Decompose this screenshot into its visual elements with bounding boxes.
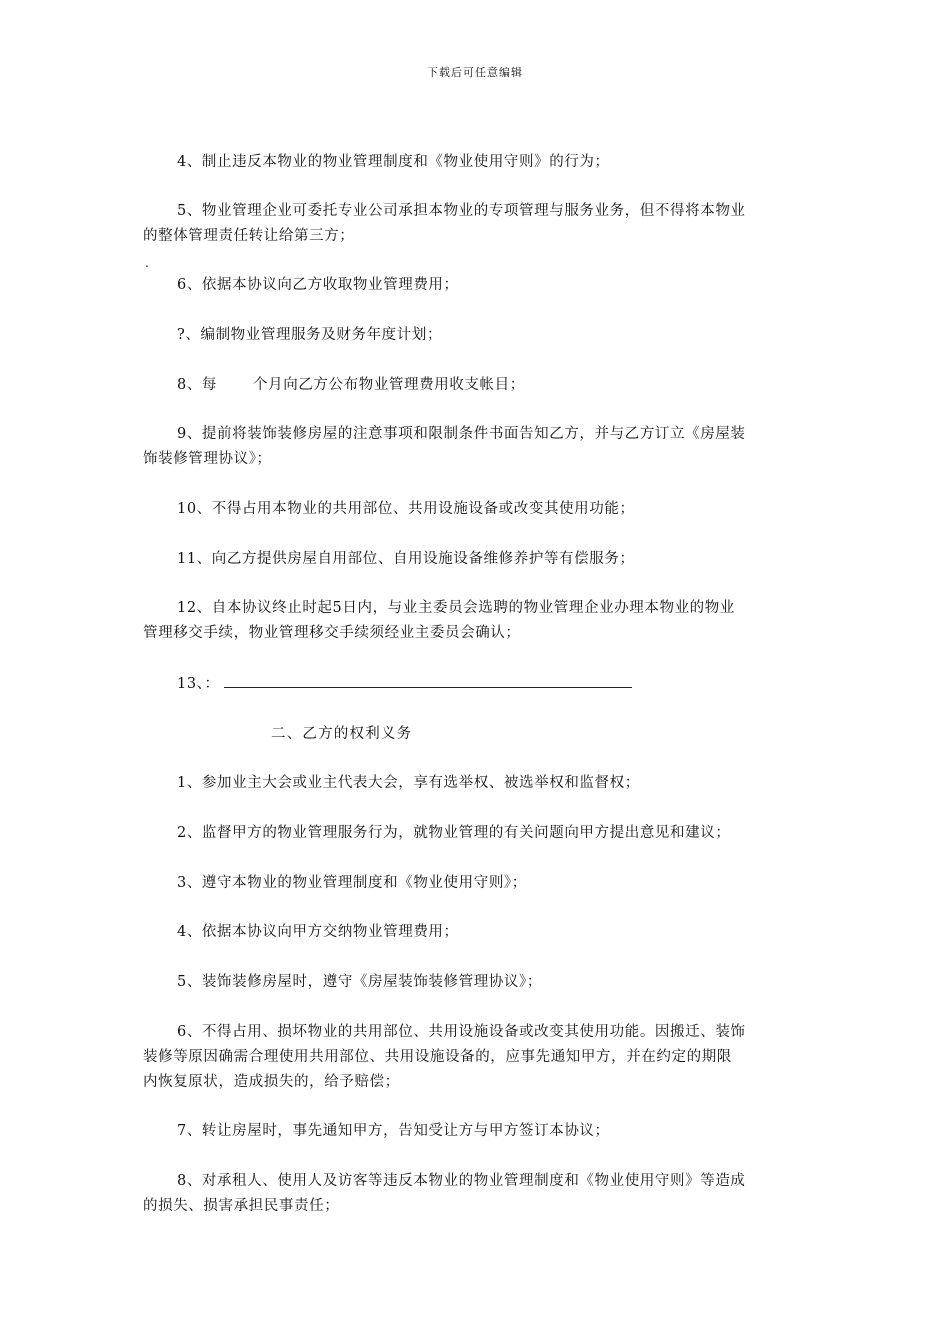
clause-line: 5、装饰装修房屋时，遵守《房屋装饰装修管理协议》； (177, 974, 542, 990)
page-header: 下载后可任意编辑 (427, 66, 523, 79)
clause-a13 (143, 672, 813, 697)
clause-line: 内恢复原状，造成损失的，给予赔偿； (143, 1074, 400, 1090)
section-title: 二、乙方的权利义务 (271, 726, 413, 742)
clause-b7 (143, 1119, 813, 1144)
clause-a6 (143, 273, 813, 298)
clause-line: 5、物业管理企业可委托专业公司承担本物业的专项管理与服务业务，但不得将本物业 (177, 203, 746, 219)
clause-line: 12、自本协议终止时起5日内，与业主委员会选聘的物业管理企业办理本物业的物业 (177, 600, 735, 616)
clause-line: 的整体管理责任转让给第三方； (143, 228, 355, 244)
clause-b1 (143, 771, 813, 796)
clause-b2 (143, 821, 813, 846)
clause-a12 (143, 596, 813, 646)
clause-suffix: 个月向乙方公布物业管理费用收支帐目； (253, 377, 525, 393)
clause-line: 4、依据本协议向甲方交纳物业管理费用； (177, 924, 459, 940)
stray-mark: . (145, 256, 149, 270)
clause-line: 8、对承租人、使用人及访客等违反本物业的物业管理制度和《物业使用守则》等造成 (177, 1173, 746, 1189)
clause-line (143, 672, 813, 697)
clause-line: 9、提前将装饰装修房屋的注意事项和限制条件书面告知乙方，并与乙方订立《房屋装 (177, 426, 746, 442)
clause-line (143, 373, 813, 398)
clause-a4 (143, 150, 813, 175)
clause-line: 10、不得占用本物业的共用部位、共用设施设备或改变其使用功能； (177, 501, 635, 517)
clause-line: 的损失、损害承担民事责任； (143, 1198, 340, 1214)
clause-a9 (143, 422, 813, 472)
clause-line: ?、编制物业管理服务及财务年度计划； (177, 327, 443, 343)
clause-line: 4、制止违反本物业的物业管理制度和《物业使用守则》的行为； (177, 154, 610, 170)
clause-line: 装修等原因确需合理使用共用部位、共用设施设备的，应事先通知甲方，并在约定的期限 (143, 1049, 732, 1065)
clause-b5 (143, 970, 813, 995)
clause-prefix: 8、每 (177, 377, 218, 393)
clause-b3 (143, 871, 813, 896)
clause-line: 2、监督甲方的物业管理服务行为，就物业管理的有关问题向甲方提出意见和建议； (177, 825, 731, 841)
clause-prefix: 13、： (177, 676, 220, 692)
clause-a7 (143, 323, 813, 348)
clause-b8 (143, 1169, 813, 1219)
clause-line: 7、转让房屋时，事先通知甲方，告知受让方与甲方签订本协议； (177, 1123, 610, 1139)
blank-underline (224, 673, 632, 688)
clause-a11 (143, 547, 813, 572)
clause-line: 管理移交手续，物业管理移交手续须经业主委员会确认； (143, 625, 521, 641)
clause-line: 饰装修管理协议》； (143, 451, 272, 467)
clause-line: 11、向乙方提供房屋自用部位、自用设施设备维修养护等有偿服务； (177, 551, 635, 567)
clause-a10 (143, 497, 813, 522)
clause-a8 (143, 373, 813, 398)
clause-b6 (143, 1020, 813, 1095)
clause-b4 (143, 920, 813, 945)
clause-line: 1、参加业主大会或业主代表大会，享有选举权、被选举权和监督权； (177, 775, 640, 791)
clause-line: 3、遵守本物业的物业管理制度和《物业使用守则》； (177, 875, 527, 891)
clause-line: 6、依据本协议向乙方收取物业管理费用； (177, 277, 459, 293)
clause-line: 6、不得占用、损坏物业的共用部位、共用设施设备或改变其使用功能。因搬迁、装饰 (177, 1024, 746, 1040)
clause-a5 (143, 199, 813, 249)
